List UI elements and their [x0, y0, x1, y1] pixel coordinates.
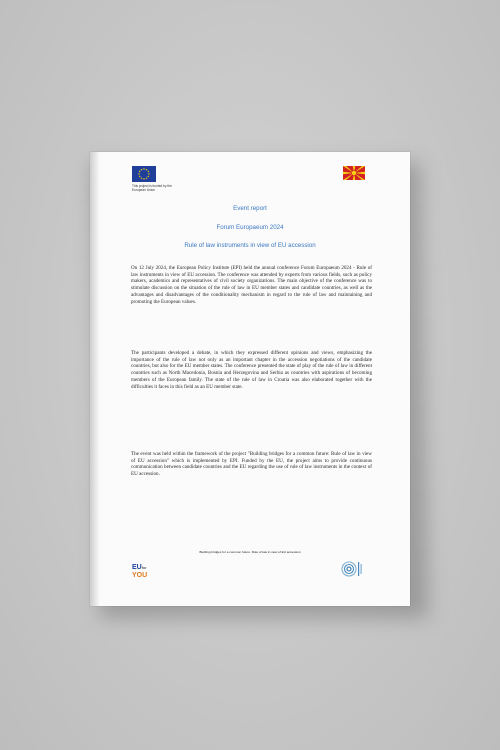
event-name-heading: Forum Europaeum 2024 [216, 224, 284, 231]
eu-flag-icon [132, 166, 156, 182]
footer-project-title: Building bridges for a common future: Rule of law in view of EU accession [199, 550, 301, 554]
event-topic-heading: Rule of law instruments in view of EU accession [184, 242, 316, 249]
eu-you-you: YOU [132, 572, 148, 579]
body-paragraph-1: On 12 July 2024, the European Policy Institute (EPI) held the annual conference Forum Europaeum 2024 - Rule of law instruments in view of EU accession. The conference was attended by experts from various fields, such as policy makers, academics and representatives of civil society organizations. The main objective of the conference was to stimulate discussion on the situation of the rule of law in EU member states and candidate countries, as well as the advantages and disadvantages of the conditionality mechanism in regard to the rule of law and maintaining and promoting the European values. [131, 265, 372, 305]
eu-funding-logo [132, 166, 184, 192]
eu-you-eu: EU [132, 564, 142, 571]
epi-logo-icon [338, 559, 366, 579]
brochure-page [90, 152, 410, 606]
body-paragraph-2: The participants developed a debate, in which they expressed different opinions and views, emphasizing the importance of the rule of law not only as an important chapter in the accession negotiations of the candidate countries, but also for the EU member states. The conference presented the state of play of the rule of law in different countries such as North Macedonia, Bosnia and Herzegovina and Serbia as countries with aspirations of becoming members of the European family. The state of the rule of law in Croatia was also elaborated together with the difficulties it faces in this field as an EU member state. [131, 350, 372, 390]
eu-you-for: for [141, 566, 147, 570]
report-type-heading: Event report [233, 205, 267, 212]
body-paragraph-3: The event was held within the framework of the project "Building bridges for a common future: Rule of law in view of EU accession" which is implemented by EPI. Funded by the EU, the project aims to provide continuous communication between candidate countries and the EU regarding the use of rule of law instruments in the context of EU accession. [131, 451, 372, 478]
north-macedonia-flag-icon [343, 166, 365, 180]
eu-for-you-logo-icon [132, 564, 166, 588]
eu-funding-caption: This project is funded by the European Union [132, 184, 172, 192]
